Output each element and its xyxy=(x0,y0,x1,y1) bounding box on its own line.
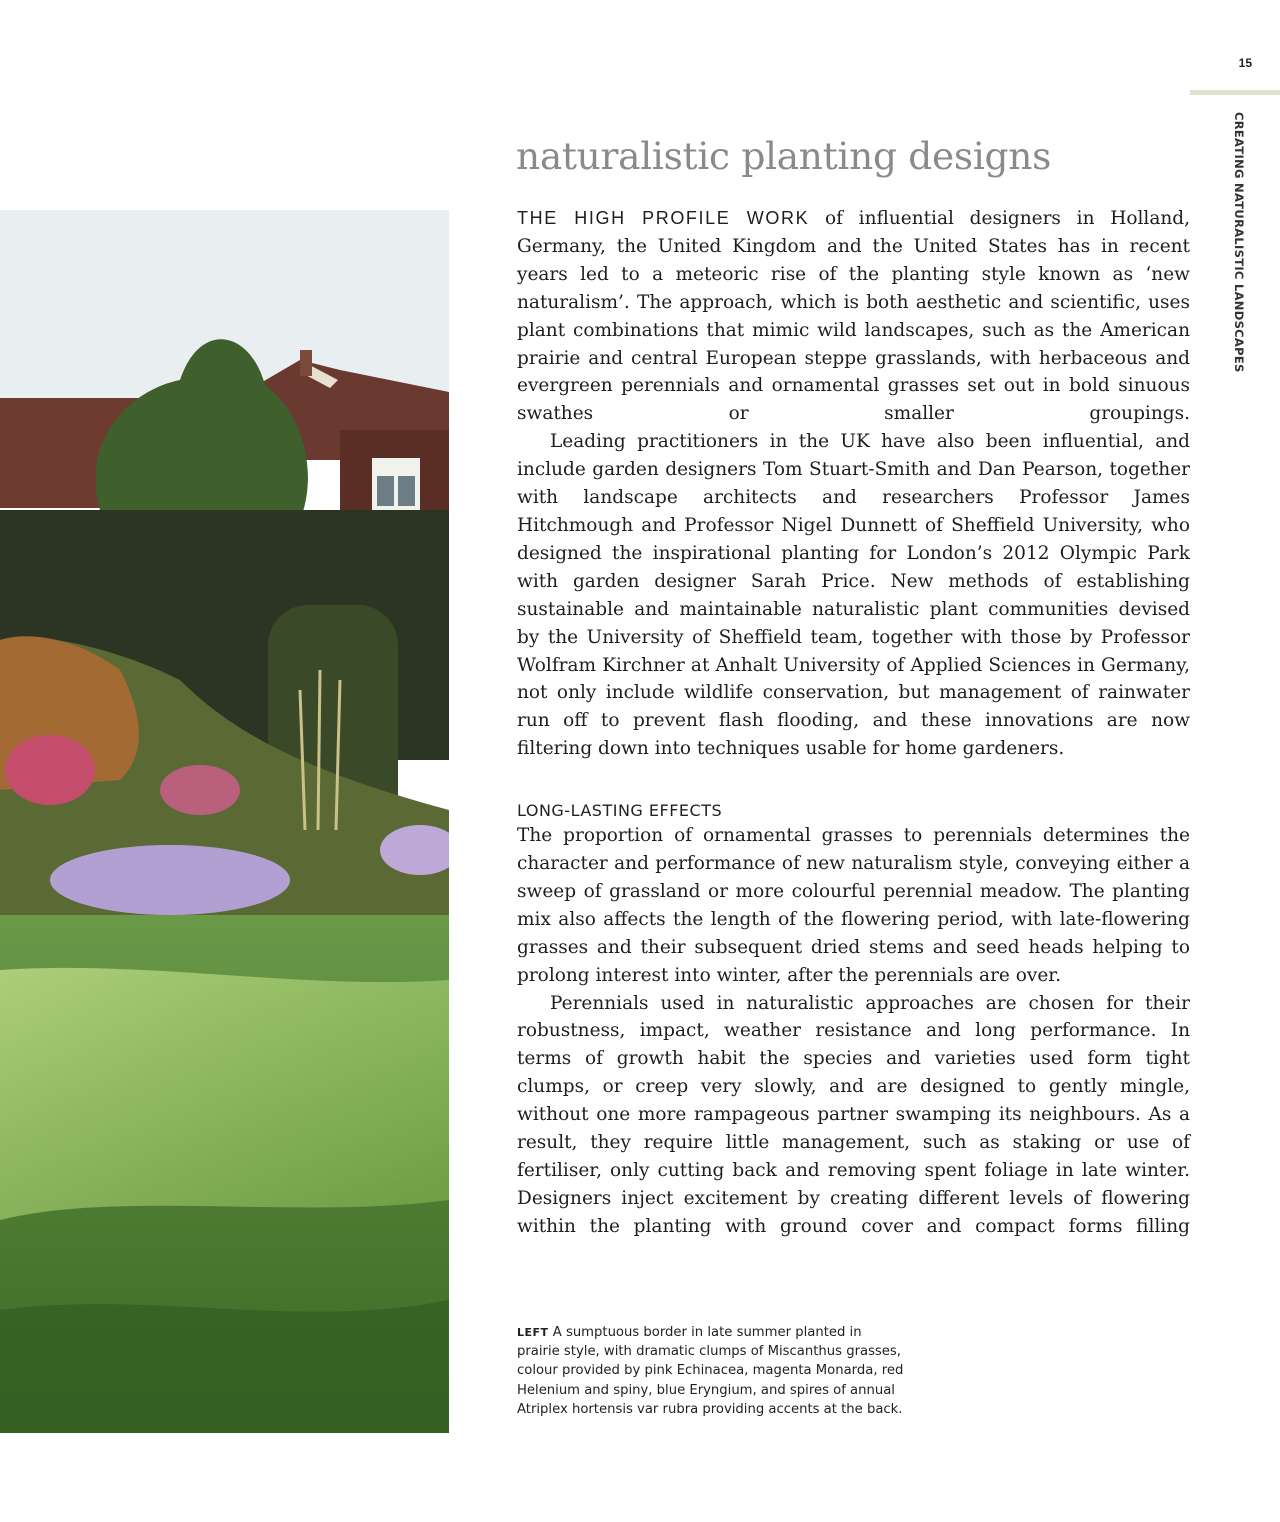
running-head: CREATING NATURALISTIC LANDSCAPES xyxy=(1232,112,1246,373)
page-number: 15 xyxy=(1238,56,1252,70)
body-column xyxy=(517,205,1190,1241)
window-pane xyxy=(377,476,394,506)
body-text: of influential designers in Holland, Germany, the United Kingdom and the United States has in recent years led to a meteoric rise of the planting style known as ‘new naturalism’. The approach, which is both aesthetic and scientific, uses plant combinations that mimic wild landscapes, such as the American prairie and central European steppe grasslands, with herbaceous and evergreen perennials and ornamental grasses set out in bold sinuous swathes or smaller groupings. xyxy=(517,208,1190,425)
edge-rule xyxy=(1190,90,1280,95)
page-title: naturalistic planting designs xyxy=(516,134,1052,178)
shadow-lawn xyxy=(0,1300,449,1433)
pink-flowers xyxy=(160,765,240,815)
lilac-flowers xyxy=(50,845,290,915)
caption-text: A sumptuous border in late summer planted in prairie style, with dramatic clumps of Miscanthus grasses, colour provided by pink Echinacea, magenta Monarda, red Helenium and spiny, blue Eryngium, and spires of annual Atriplex hortensis var rubra providing accents at the back. xyxy=(517,1325,904,1417)
photo-caption xyxy=(517,1323,905,1419)
section-heading: LONG-LASTING EFFECTS xyxy=(517,801,723,821)
body-paragraph: Perennials used in naturalistic approaches are chosen for their robustness, impact, weather resistance and long performance. In terms of growth habit the species and varieties used form tight clumps, or creep very slowly, and are designed to gently mingle, without one more rampageous partner swamping its neighbours. As a result, they require little management, such as staking or use of fertiliser, only cutting back and removing spent foliage in late winter. Designers inject excitement by creating different levels of flowering within the planting with ground cover and compact forms filling xyxy=(517,992,1190,1237)
garden-photo xyxy=(0,210,449,1433)
lead-in: THE HIGH PROFILE WORK xyxy=(517,208,810,228)
caption-label: LEFT xyxy=(517,1326,549,1339)
chimney xyxy=(300,350,312,376)
body-paragraph xyxy=(517,205,1190,428)
window-pane xyxy=(398,476,415,506)
body-paragraph: Leading practitioners in the UK have also been influential, and include garden designers Tom Stuart-Smith and Dan Pearson, together with landscape architects and researchers Professor James Hitchmough and Professor Nigel Dunnett of Sheffield University, who designed the inspirational planting for London’s 2012 Olympic Park with garden designer Sarah Price. New methods of establishing sustainable and maintainable naturalistic plant communities devised by the University of Sheffield team, together with those by Professor Wolfram Kirchner at Anhalt University of Applied Sciences in Germany, not only include wildlife conservation, but management of rainwater run off to prevent flash flooding, and these innovations are now filtering down into techniques usable for home gardeners. xyxy=(517,431,1190,760)
pink-flowers xyxy=(5,735,95,805)
sunlit-lawn xyxy=(0,968,449,1220)
body-paragraph: The proportion of ornamental grasses to perennials determines the character and performance of new naturalism style, conveying either a sweep of grassland or more colourful perennial meadow. The planting mix also affects the length of the flowering period, with late-flowering grasses and their subsequent dried stems and seed heads helping to prolong interest into winter, after the perennials are over. xyxy=(517,825,1190,986)
